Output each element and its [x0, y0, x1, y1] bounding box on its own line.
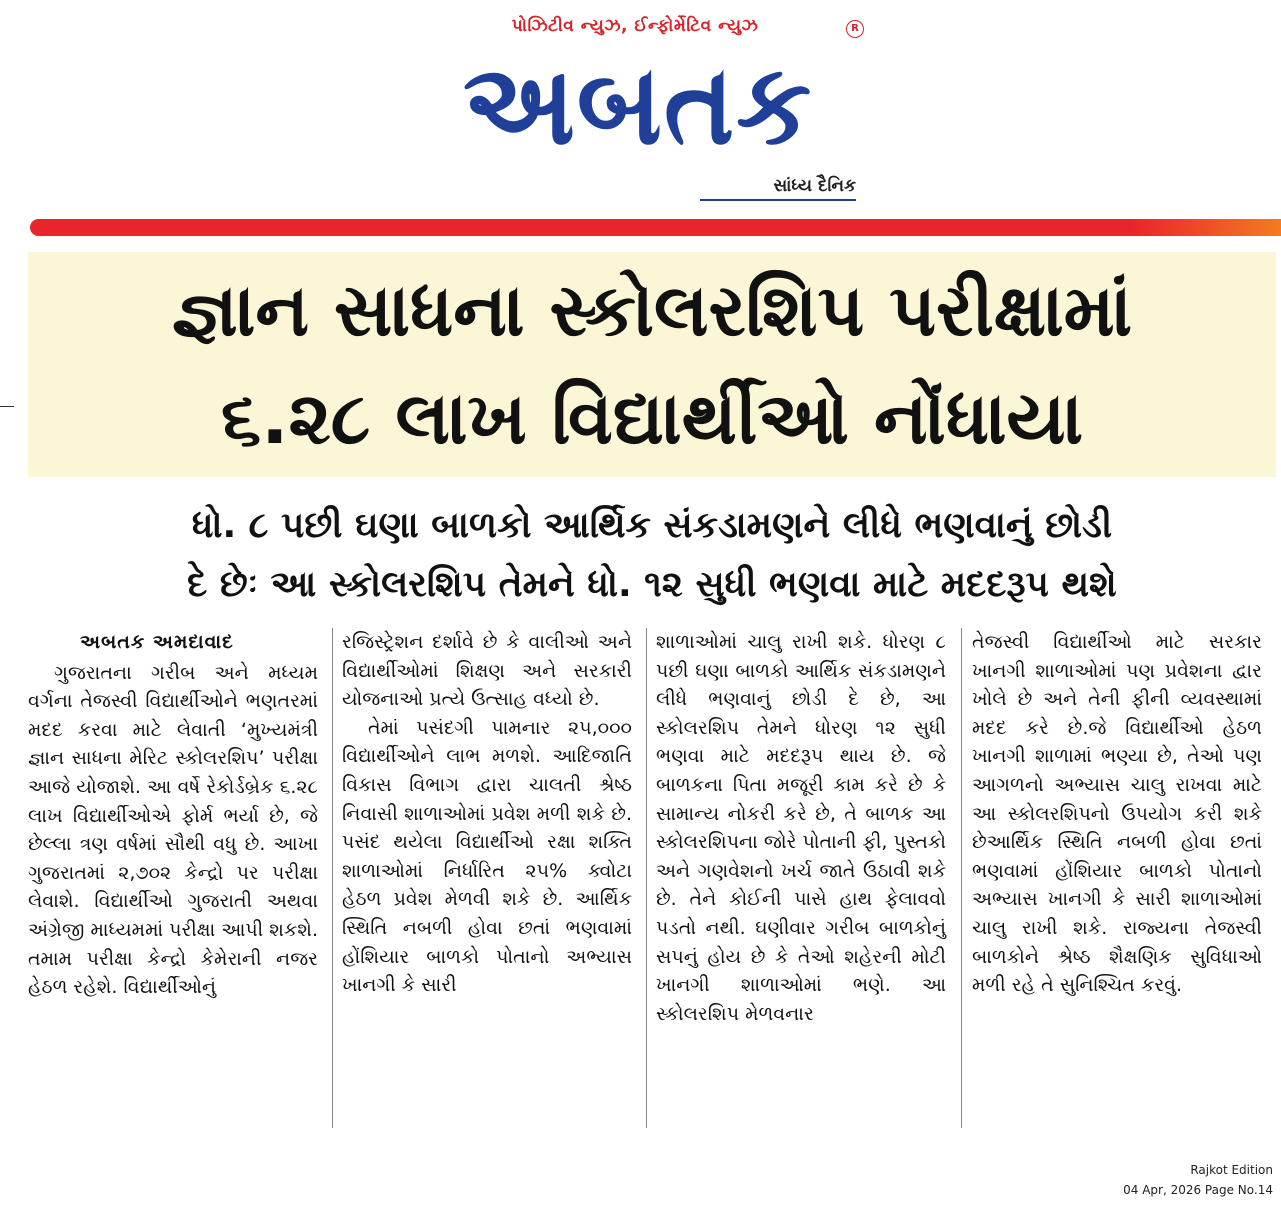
headline-line-2: ૬.૨૮ લાખ વિદ્યાર્થીઓ નોંધાયા	[220, 376, 1084, 460]
article-body	[28, 620, 1276, 1160]
article-column-2	[342, 628, 632, 1158]
article-column-3	[656, 628, 946, 1158]
article-byline: અબતક અમદાવાદ	[80, 631, 234, 653]
edition-info	[1073, 1160, 1273, 1200]
headline-box	[28, 252, 1276, 477]
article-column-4	[972, 628, 1262, 1158]
newspaper-logo: અબતક	[462, 39, 814, 170]
subtagline-underline	[700, 199, 856, 201]
article-paragraph: તેજસ્વી વિદ્યાર્થીઓ માટે સરકાર ખાનગી શાળાઓમાં પણ પ્રવેશના દ્વાર ખોલે છે અને તેની ફીની વ્યવસ્થામાં મદદ કરે છે.જે વિદ્યાર્થીઓ હેઠળ ખાનગી શાળામાં ભણ્યા છે, તેઓ પણ આગળનો અભ્યાસ ચાલુ રાખવા માટે આ સ્કોલરશિપનો ઉપયોગ કરી શકે છેઆર્થિક સ્થિતિ નબળી હોવા છતાં ભણવામાં હોંશિયાર બાળકો પોતાનો અભ્યાસ ખાનગી કે સારી શાળાઓમાં ચાલુ રાખી શકે. રાજ્યના તેજસ્વી બાળકોને શ્રેષ્ઠ શૈક્ષણિક સુવિધાઓ મળી રહે તે સુનિશ્ચિત કરવું.	[972, 631, 1262, 997]
masthead-tagline: પોઝિટીવ ન્યુઝ, ઈન્ફોર્મેટિવ ન્યુઝ	[511, 16, 759, 36]
article-paragraph: રજિસ્ટ્રેશન દર્શાવે છે કે વાલીઓ અને વિદ્યાર્થીઓમાં શિક્ષણ અને સરકારી યોજનાઓ પ્રત્યે ઉત્સાહ વધ્યો છે.	[342, 631, 632, 711]
subheadline-line-2: દે છેઃ આ સ્કોલરશિપ તેમને ધો. ૧૨ સુધી ભણવા માટે મદદરૂપ થશે	[187, 564, 1117, 605]
subheadline-line-1: ધો. ૮ પછી ઘણા બાળકો આર્થિક સંકડામણને લીધે ભણવાનું છોડી	[191, 505, 1113, 546]
masthead-divider-bar	[30, 219, 1281, 236]
article-paragraph: શાળાઓમાં ચાલુ રાખી શકે. ધોરણ ૮ પછી ઘણા બાળકો આર્થિક સંકડામણને લીધે ભણવાનું છોડી દે છે, આ સ્કોલરશિપ તેમને ધોરણ ૧૨ સુધી ભણવા માટે મદદરૂપ થાય છે. જે બાળકના પિતા મજૂરી કામ કરે છે કે સામાન્ય નોકરી કરે છે, તે બાળક આ સ્કોલરશિપના જોરે પોતાની ફી, પુસ્તકો અને ગણવેશનો ખર્ચ જાતે ઉઠાવી શકે છે. તેને કોઈની પાસે હાથ ફેલાવવો પડતો નથી. ઘણીવાર ગરીબ બાળકોનું સપનું હોય છે કે તેઓ શહેરની મોટી ખાનગી શાળાઓમાં ભણે. આ સ્કોલરશિપ મેળવનાર	[656, 631, 947, 1025]
edition-name: Rajkot Edition	[1190, 1163, 1273, 1177]
headline-line-1: જ્ઞાન સાધના સ્કોલરશિપ પરીક્ષામાં	[171, 268, 1133, 352]
article-paragraph: ગુજરાતના ગરીબ અને મધ્યમ વર્ગના તેજસ્વી વિદ્યાર્થીઓને ભણતરમાં મદદ કરવા માટે લેવાતી ‘મુખ્યમંત્રી જ્ઞાન સાધના મેરિટ સ્કોલરશિપ’ પરીક્ષા આજે યોજાશે. આ વર્ષે રેકોર્ડબ્રેક ૬.૨૮ લાખ વિદ્યાર્થીઓએ ફોર્મ ભર્યા છે, જે છેલ્લા ત્રણ વર્ષમાં સૌથી વધુ છે. આખા ગુજરાતમાં ૨,૭૦૨ કેન્દ્રો પર પરીક્ષા લેવાશે. વિદ્યાર્થીઓ ગુજરાતી અથવા અંગ્રેજી માધ્યમમાં પરીક્ષા આપી શકશે. તમામ પરીક્ષા કેન્દ્રો કેમેરાની નજર હેઠળ રહેશે. વિદ્યાર્થીઓનું	[28, 661, 318, 999]
margin-tick	[0, 406, 14, 407]
article-column-1	[28, 628, 318, 1158]
masthead	[0, 0, 1281, 215]
column-rule	[646, 628, 647, 1128]
registered-mark-icon: R	[846, 20, 864, 38]
edition-date-page: 04 Apr, 2026 Page No.14	[1123, 1183, 1273, 1197]
masthead-subtagline: સાંધ્ય દૈનિક	[773, 176, 856, 196]
column-rule	[961, 628, 962, 1128]
column-rule	[332, 628, 333, 1128]
article-paragraph: તેમાં પસંદગી પામનાર ૨૫,૦૦૦ વિદ્યાર્થીઓને લાભ મળશે. આદિજાતિ વિકાસ વિભાગ દ્વારા ચાલતી શ્રેષ્ઠ નિવાસી શાળાઓમાં પ્રવેશ મળી શકે છે. પસંદ થયેલા વિદ્યાર્થીઓ રક્ષા શક્તિ શાળાઓમાં નિર્ધારિત ૨૫% ક્વોટા હેઠળ પ્રવેશ મેળવી શકે છે. આર્થિક સ્થિતિ નબળી હોવા છતાં ભણવામાં હોંશિયાર બાળકો પોતાનો અભ્યાસ ખાનગી કે સારી	[342, 716, 632, 997]
